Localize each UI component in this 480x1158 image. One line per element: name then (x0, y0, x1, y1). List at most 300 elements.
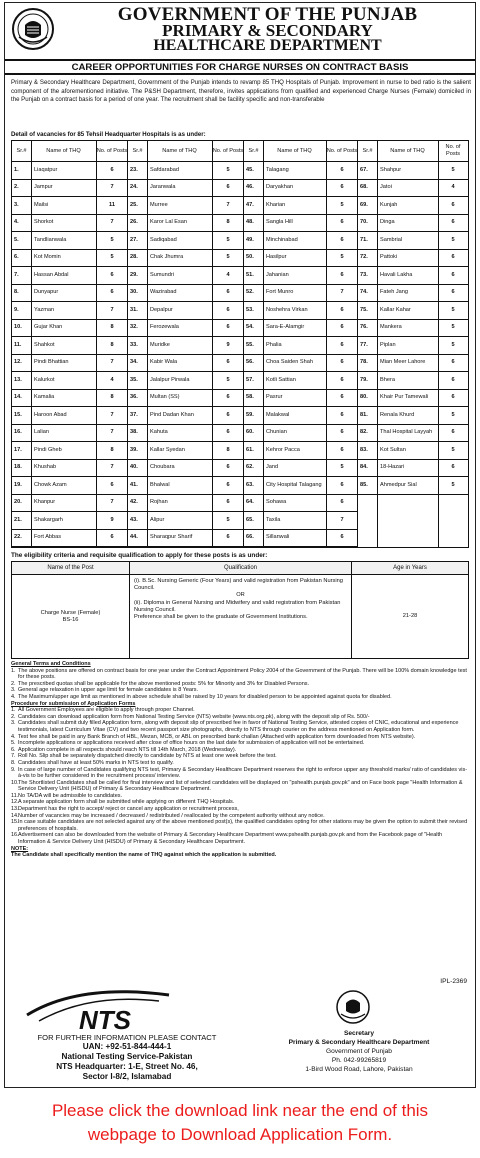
procedure-step (11, 813, 471, 820)
vacancy-thq-name: Ahmedpur Sial (380, 481, 417, 488)
vacancy-serial: 27. (130, 236, 138, 243)
vacancy-posts: 7 (110, 359, 114, 366)
vacancy-thq-name: Fort Abbas (34, 534, 62, 541)
vacancy-serial: 28. (130, 254, 138, 261)
vacancy-thq-name: Sharaqpur Sharif (150, 534, 193, 541)
procedure-step-text: No TA/DA will be admissible to candidates. (18, 792, 123, 799)
nts-name: National Testing Service-Pakistan (61, 1052, 193, 1061)
vacancy-thq-name: Jatoi (380, 184, 392, 191)
vacancy-posts: 7 (110, 184, 114, 191)
procedure-heading: Procedure for submission of Application Forms (11, 700, 136, 707)
vacancy-posts: 5 (340, 464, 344, 471)
vacancy-header-posts: No. of Posts (326, 147, 358, 154)
vacancy-serial: 81. (360, 411, 368, 418)
vacancy-serial: 55. (246, 341, 254, 348)
vacancy-thq-name: Haroon Abad (34, 411, 67, 418)
vacancy-column-group (244, 141, 358, 547)
vacancy-thq-name: Phalia (266, 341, 282, 348)
vacancy-serial: 23. (130, 166, 138, 173)
vacancy-posts: 6 (226, 534, 230, 541)
vacancy-serial: 65. (246, 516, 254, 523)
procedure-step-number: 15. (11, 819, 19, 826)
vacancy-posts: 8 (110, 324, 114, 331)
procedure-step (11, 780, 471, 793)
vacancy-serial: 29. (130, 271, 138, 278)
department-phone: Ph. 042-99265819 (331, 1057, 387, 1064)
vacancy-table (11, 140, 469, 548)
vacancy-posts: 4 (226, 271, 230, 278)
procedure-step (11, 799, 471, 806)
vacancy-serial: 66. (246, 534, 254, 541)
vacancy-posts: 7 (110, 464, 114, 471)
vacancy-serial: 30. (130, 289, 138, 296)
vacancy-posts: 6 (226, 306, 230, 313)
vacancy-thq-name: Sadiqabad (150, 236, 177, 243)
vacancy-posts: 7 (110, 411, 114, 418)
vacancy-thq-name: Thal Hospital Layyah (380, 429, 433, 436)
vacancy-serial: 40. (130, 464, 138, 471)
vacancy-thq-name: Chak Jhumra (150, 254, 184, 261)
general-term-text: The prescribed quotas shall be applicable for the above mentioned posts: 5% for Minority and 3% for Disabled Persons. (18, 680, 310, 687)
vacancy-serial: 63. (246, 481, 254, 488)
vacancy-serial: 62. (246, 464, 254, 471)
vacancy-posts: 6 (340, 359, 344, 366)
vacancy-thq-name: Shahpur (380, 166, 402, 173)
vacancy-serial: 21. (14, 516, 22, 523)
vacancy-serial: 19. (14, 481, 22, 488)
vacancy-serial: 31. (130, 306, 138, 313)
vacancy-posts: 6 (451, 429, 455, 436)
vacancy-posts: 7 (110, 306, 114, 313)
vacancy-posts: 6 (226, 289, 230, 296)
general-term-text: General age relaxation in upper age limit for female candidates is 8 Years. (18, 687, 199, 694)
ipl-number: IPL-2369 (440, 978, 467, 985)
uan-number: UAN: +92-51-844-444-1 (82, 1042, 172, 1051)
procedure-step-text: A separate application form shall be submitted while applying on different THQ Hospitals. (18, 799, 235, 806)
vacancy-thq-name: Jahanian (266, 271, 289, 278)
vacancy-posts: 9 (226, 341, 230, 348)
vacancy-serial: 82. (360, 429, 368, 436)
eligibility-qualification-cell (130, 575, 352, 659)
vacancy-row-rule (128, 546, 244, 547)
title-government: GOVERNMENT OF THE PUNJAB (117, 4, 418, 25)
procedure-step-text: The Shortlisted Candidates shall be called for final interview and list of selected candidates will be displayed on "pshealth.punjab.gov.pk" and on Face book page "Health Information & Service Delivery Unit (HISDU) of Primary & Secondary Healthcare Department. (18, 779, 463, 793)
vacancy-serial: 32. (130, 324, 138, 331)
vacancy-thq-name: Safdarabad (150, 166, 179, 173)
procedure-step-text: Number of vacancies may be increased / decreased / redistributed / reallocated by the competent authority without any notice. (18, 812, 325, 819)
vacancy-thq-name: Dinga (380, 219, 395, 226)
vacancy-serial: 18. (14, 464, 22, 471)
vacancy-thq-name: Piplan (380, 341, 396, 348)
vacancy-serial: 43. (130, 516, 138, 523)
vacancy-posts: 6 (451, 394, 455, 401)
secretary-title: Secretary (343, 1030, 375, 1037)
vacancy-serial: 42. (130, 499, 138, 506)
vacancy-posts: 7 (110, 219, 114, 226)
vacancy-thq-name: Jand (266, 464, 279, 471)
vacancy-posts: 6 (340, 499, 344, 506)
vacancy-posts: 5 (110, 236, 114, 243)
procedure-step-number: 9. (11, 766, 16, 773)
vacancy-header-sr: Sr.# (248, 147, 259, 154)
vacancy-posts: 5 (226, 236, 230, 243)
vacancy-posts: 6 (340, 341, 344, 348)
vacancy-header-name: Name of THQ (46, 147, 81, 154)
vacancy-serial: 14. (14, 394, 22, 401)
procedure-step-number: 16. (11, 832, 19, 839)
vacancy-thq-name: Renala Khurd (380, 411, 415, 418)
vacancy-serial: 7. (14, 271, 19, 278)
vacancy-header-name: Name of THQ (162, 147, 197, 154)
vacancy-thq-name: 18-Hazari (380, 464, 405, 471)
vacancy-row-rule (244, 546, 358, 547)
vacancy-posts: 6 (226, 324, 230, 331)
qualification-option-2: (ii). Diploma in General Nursing and Midwifery and valid registration from Pakistan Nursing Council. (134, 599, 341, 613)
title-healthcare-department: HEALTHCARE DEPARTMENT (153, 37, 382, 54)
note-heading: NOTE: (11, 845, 29, 852)
vacancy-thq-name: Lalian (34, 429, 49, 436)
general-term (11, 687, 471, 694)
vacancy-thq-name: Kunjah (380, 201, 398, 208)
vacancy-posts: 6 (340, 534, 344, 541)
procedure-step-number: 7. (11, 753, 16, 760)
vacancy-serial: 80. (360, 394, 368, 401)
vacancy-serial: 54. (246, 324, 254, 331)
vacancy-serial: 85. (360, 481, 368, 488)
vacancy-serial: 45. (246, 166, 254, 173)
vacancy-thq-name: Sara-E-Alamgir (266, 324, 305, 331)
vacancy-thq-name: Mankera (380, 324, 402, 331)
eligibility-header-qualification: Qualification (130, 562, 352, 575)
procedure-step-text: Department has the right to accept/ reject or cancel any application or recruitment process, (18, 806, 239, 813)
vacancy-header-posts: No. of Posts (96, 147, 128, 154)
vacancy-posts: 6 (451, 464, 455, 471)
vacancy-thq-name: Shakargarh (34, 516, 63, 523)
procedure-step-number: 10. (11, 779, 19, 786)
vacancy-thq-name: Shahkot (34, 341, 55, 348)
vacancy-thq-name: Depalpur (150, 306, 173, 313)
vacancy-thq-name: Chowk Azam (34, 481, 67, 488)
vacancy-serial: 37. (130, 411, 138, 418)
candidate-note: The Candidate shall specifically mention the name of THQ against which the application is submitted. (11, 852, 277, 859)
vacancy-serial: 61. (246, 446, 254, 453)
vacancy-thq-name: Pasrur (266, 394, 283, 401)
vacancy-row-rule (12, 546, 128, 547)
vacancy-posts: 6 (451, 359, 455, 366)
vacancy-posts: 6 (226, 359, 230, 366)
vacancy-thq-name: Ferozewala (150, 324, 179, 331)
procedure-step-text: In case of large number of Candidates qualifying NTS test, Primary & Secondary Healthcare Department reserves the right to enforce upper any threshold marks/ ratio of candidates vis-à-vis to be further considered in the recruitment process/ interview. (18, 766, 468, 780)
vacancy-posts: 5 (340, 254, 344, 261)
vacancy-serial: 5. (14, 236, 19, 243)
vacancy-posts: 6 (340, 306, 344, 313)
vacancy-posts: 5 (226, 254, 230, 261)
vacancy-thq-name: Hasilpur (266, 254, 287, 261)
vacancy-thq-name: Tandlianwala (34, 236, 67, 243)
download-note (0, 1099, 480, 1147)
general-term (11, 694, 471, 701)
terms-section (11, 661, 471, 859)
vacancy-posts: 4 (110, 376, 114, 383)
vacancy-posts: 5 (451, 166, 455, 173)
vacancy-thq-name: City Hospital Talagang (266, 481, 322, 488)
vacancy-posts: 5 (226, 376, 230, 383)
vacancy-posts: 6 (340, 184, 344, 191)
vacancy-thq-name: Hassan Abdal (34, 271, 69, 278)
vacancy-serial: 38. (130, 429, 138, 436)
vacancy-serial: 48. (246, 219, 254, 226)
vacancy-serial: 44. (130, 534, 138, 541)
procedure-step-text: Application complete in all respects should reach NTS till 14th March, 2018 (Wednesday). (18, 746, 237, 753)
general-term-number: 1. (11, 667, 16, 674)
vacancy-serial: 51. (246, 271, 254, 278)
procedure-step-text: In case suitable candidates are not selected against any of the above mentioned post(s), the qualified candidates opting for other stations may be given the option to submit their revised preferences of hospitals. (18, 819, 468, 832)
vacancy-thq-name: Bhera (380, 376, 395, 383)
vacancy-header-posts: No. of Posts (445, 144, 461, 157)
download-note-line-2: webpage to Download Application Form. (87, 1125, 393, 1144)
vacancy-serial: 6. (14, 254, 19, 261)
post-grade: BS-16 (62, 617, 79, 623)
procedure-step-text: Candidates shall have at least 50% marks in NTS test to qualify. (18, 759, 174, 766)
vacancy-thq-name: Pattoki (380, 254, 398, 261)
vacancy-serial: 83. (360, 446, 368, 453)
vacancy-posts: 6 (451, 201, 455, 208)
vacancy-serial: 25. (130, 201, 138, 208)
general-term-number: 2. (11, 680, 16, 687)
vacancy-posts: 6 (110, 271, 114, 278)
vacancy-serial: 17. (14, 446, 22, 453)
vacancy-thq-name: Khair Pur Tamewali (380, 394, 429, 401)
vacancy-thq-name: Karor Lal Esan (150, 219, 188, 226)
vacancy-thq-name: Sambrial (380, 236, 403, 243)
procedure-step (11, 832, 471, 845)
vacancy-serial: 33. (130, 341, 138, 348)
procedure-step (11, 767, 471, 780)
title-primary-secondary: PRIMARY & SECONDARY (162, 21, 373, 40)
vacancy-thq-name: Wazirabad (150, 289, 177, 296)
vacancy-thq-name: Muridke (150, 341, 170, 348)
vacancy-thq-name: Khanpur (34, 499, 56, 506)
vacancy-posts: 7 (340, 516, 344, 523)
vacancy-column-group (358, 141, 468, 547)
vacancy-serial: 34. (130, 359, 138, 366)
vacancy-serial: 67. (360, 166, 368, 173)
vacancy-serial: 69. (360, 201, 368, 208)
vacancy-posts: 6 (226, 464, 230, 471)
vacancy-posts: 6 (340, 481, 344, 488)
contact-line: FOR FURTHER INFORMATION PLEASE CONTACT (37, 1033, 217, 1042)
vacancy-serial: 75. (360, 306, 368, 313)
vacancy-posts: 6 (340, 271, 344, 278)
vacancy-posts: 6 (340, 376, 344, 383)
vacancy-posts: 5 (451, 236, 455, 243)
vacancy-posts: 6 (110, 481, 114, 488)
vacancy-posts: 6 (340, 411, 344, 418)
vacancy-serial: 26. (130, 219, 138, 226)
procedure-step-text: All Government Employees are eligible to apply through proper Channel. (18, 707, 195, 714)
vacancy-thq-name: Shorkot (34, 219, 54, 226)
vacancy-thq-name: Jalalpur Pirwala (150, 376, 190, 383)
vacancy-thq-name: Pindi Bhattian (34, 359, 69, 366)
vacancy-serial: 1. (14, 166, 19, 173)
vacancy-posts: 7 (226, 201, 230, 208)
procedure-step-number: 11. (11, 792, 19, 799)
procedure-step (11, 740, 471, 747)
general-term (11, 681, 471, 688)
vacancy-posts: 6 (340, 166, 344, 173)
vacancy-serial: 13. (14, 376, 22, 383)
vacancy-posts: 6 (451, 254, 455, 261)
procedure-step-number: 8. (11, 759, 16, 766)
vacancy-serial: 36. (130, 394, 138, 401)
vacancy-column-group (128, 141, 244, 547)
vacancy-thq-name: Rojhan (150, 499, 168, 506)
vacancy-posts: 7 (340, 289, 344, 296)
vacancy-serial: 60. (246, 429, 254, 436)
vacancy-posts: 5 (451, 481, 455, 488)
vacancy-thq-name: Kotli Sattian (266, 376, 296, 383)
procedure-step (11, 720, 471, 733)
general-term-number: 4. (11, 693, 16, 700)
vacancy-serial: 76. (360, 324, 368, 331)
vacancy-thq-name: Pindi Gheb (34, 446, 62, 453)
eligibility-title: The eligibility criteria and requisite qualification to apply for these posts is as under: (11, 552, 268, 559)
vacancy-serial: 57. (246, 376, 254, 383)
qualification-or: OR (236, 592, 245, 599)
vacancy-serial: 77. (360, 341, 368, 348)
vacancy-detail-line: Detail of vacancies for 85 Tehsil Headquarter Hospitals is as under: (11, 131, 206, 138)
procedure-list (11, 707, 471, 845)
vacancy-serial: 8. (14, 289, 19, 296)
vacancy-thq-name: Kot Momin (34, 254, 61, 261)
nts-logo (19, 985, 189, 1033)
vacancy-serial: 56. (246, 359, 254, 366)
vacancy-thq-name: Fateh Jang (380, 289, 408, 296)
vacancy-posts: 7 (110, 429, 114, 436)
vacancy-posts: 6 (340, 219, 344, 226)
vacancy-header-sr: Sr.# (16, 147, 27, 154)
eligibility-age-cell: 21-28 (402, 613, 418, 620)
procedure-step-number: 4. (11, 733, 16, 740)
vacancy-serial: 24. (130, 184, 138, 191)
vacancy-serial: 12. (14, 359, 22, 366)
vacancy-header-name: Name of THQ (277, 147, 312, 154)
vacancy-posts: 5 (110, 254, 114, 261)
vacancy-serial: 16. (14, 429, 22, 436)
procedure-step (11, 806, 471, 813)
vacancy-thq-name: Kabir Wala (150, 359, 178, 366)
vacancy-header-sr: Sr.# (132, 147, 143, 154)
vacancy-posts: 6 (110, 534, 114, 541)
general-term-text: The above positions are offered on contract basis for one year under the Contract Appointment Policy 2004 of the Government of the Punjab. There will be 100% domain knowledge test for these posts. (18, 667, 467, 681)
vacancy-posts: 6 (451, 219, 455, 226)
department-address: 1-Bird Wood Road, Lahore, Pakistan (305, 1066, 413, 1073)
vacancy-posts: 6 (226, 184, 230, 191)
vacancy-serial: 78. (360, 359, 368, 366)
vacancy-posts: 5 (226, 516, 230, 523)
vacancy-thq-name: Kot Sultan (380, 446, 406, 453)
nts-address-line-2: Sector I-8/2, Islamabad (82, 1072, 172, 1081)
vacancy-serial: 73. (360, 271, 368, 278)
vacancy-serial: 46. (246, 184, 254, 191)
vacancy-thq-name: Khushab (34, 464, 57, 471)
vacancy-serial: 35. (130, 376, 138, 383)
vacancy-thq-name: Kehror Pacca (266, 446, 300, 453)
vacancy-posts: 6 (226, 499, 230, 506)
vacancy-serial: 4. (14, 219, 19, 226)
procedure-step-text: Candidates shall submit duly filled Application form, along with deposit slip of prescribed fee in favor of National Testing Service, attested copies of CNIC, educational and experience testimonials, latest Curriculum Vitae (CV) and two recent passport size photographs, directly to NTS through courier on the address mentioned on Application form. (18, 720, 459, 733)
vacancy-serial: 71. (360, 236, 368, 243)
procedure-step-number: 14. (11, 812, 19, 819)
vacancy-posts: 6 (226, 411, 230, 418)
vacancy-thq-name: Jaranwala (150, 184, 176, 191)
vacancy-posts: 8 (226, 446, 230, 453)
vacancy-thq-name: Yazman (34, 306, 55, 313)
vacancy-serial: 9. (14, 306, 19, 313)
government-name: Government of Punjab (326, 1048, 392, 1055)
vacancy-header-sr: Sr.# (362, 147, 373, 154)
general-term-text: The Maximum/upper age limit as mentioned in above schedule shall be raised by 10 years for disabled person to be appointed against quota for disabled. (18, 693, 392, 700)
career-banner: CAREER OPPORTUNITIES FOR CHARGE NURSES ON CONTRACT BASIS (5, 59, 475, 75)
vacancy-posts: 5 (340, 201, 344, 208)
vacancy-thq-name: Choa Saiden Shah (266, 359, 313, 366)
vacancy-serial: 53. (246, 306, 254, 313)
vacancy-posts: 7 (110, 499, 114, 506)
vacancy-posts: 5 (451, 411, 455, 418)
procedure-step-text: Roll No. Slip shall be separately dispatched directly to candidate by NTS at least one week before the test. (18, 753, 277, 760)
procedure-step-number: 6. (11, 746, 16, 753)
vacancy-posts: 5 (451, 446, 455, 453)
vacancy-thq-name: Liaqatpur (34, 166, 58, 173)
vacancy-posts: 5 (451, 306, 455, 313)
vacancy-thq-name: Mailsi (34, 201, 49, 208)
eligibility-post-cell (12, 575, 130, 659)
post-name: Charge Nurse (Female) (40, 609, 101, 616)
vacancy-posts: 5 (226, 166, 230, 173)
vacancy-posts: 9 (110, 516, 114, 523)
vacancy-thq-name: Mian Meer Lahore (380, 359, 426, 366)
vacancy-posts: 6 (110, 289, 114, 296)
vacancy-posts: 6 (340, 324, 344, 331)
vacancy-posts: 6 (451, 289, 455, 296)
vacancy-posts: 5 (451, 324, 455, 331)
vacancy-thq-name: Alipur (150, 516, 165, 523)
vacancy-posts: 6 (110, 166, 114, 173)
general-term-number: 3. (11, 687, 16, 694)
general-terms-list (11, 668, 471, 701)
vacancy-posts: 6 (340, 236, 344, 243)
vacancy-thq-name: Kalurkot (34, 376, 55, 383)
procedure-step-number: 1. (11, 707, 16, 714)
vacancy-thq-name: Talagang (266, 166, 289, 173)
government-contact-block (243, 1029, 475, 1074)
vacancy-serial: 3. (14, 201, 19, 208)
vacancy-posts: 5 (451, 341, 455, 348)
procedure-step (11, 747, 471, 754)
eligibility-table (11, 561, 469, 659)
vacancy-thq-name: Kallar Syedan (150, 446, 185, 453)
vacancy-thq-name: Sohawa (266, 499, 287, 506)
vacancy-serial: 47. (246, 201, 254, 208)
advertisement (4, 2, 476, 1088)
ad-header (5, 3, 475, 57)
eligibility-header-age: Age in Years (352, 562, 468, 575)
vacancy-column-group (12, 141, 128, 547)
vacancy-serial: 22. (14, 534, 22, 541)
nts-logo-text: NTS (79, 1005, 131, 1033)
department-name: Primary & Secondary Healthcare Department (288, 1039, 430, 1046)
procedure-step (11, 819, 471, 832)
